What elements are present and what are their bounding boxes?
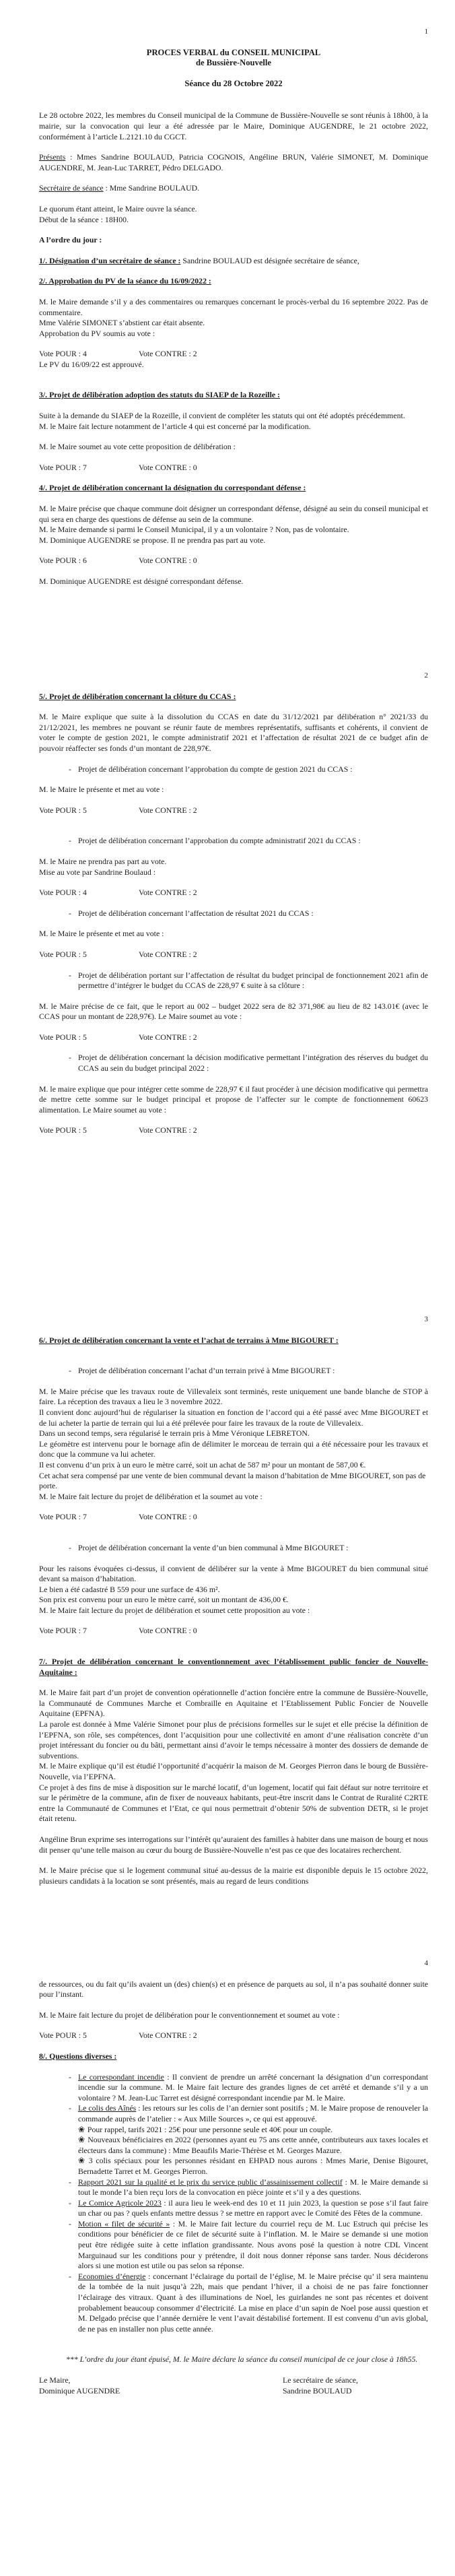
page-number: 4 (424, 1959, 428, 1967)
spacer (39, 702, 428, 712)
spacer (39, 1647, 428, 1657)
text-segment: Présents (39, 152, 66, 162)
paragraph (39, 785, 428, 795)
bullet-item (69, 909, 428, 919)
text-segment: Mme Valérie SIMONET s’abstient car était absente. (39, 318, 205, 328)
paragraph (39, 1084, 428, 1116)
vote-line (39, 1626, 428, 1637)
text-segment: Son prix est convenu pour un euro le mètre carré, soit un montant de 436,00 €. (39, 1595, 289, 1605)
spacer (39, 1356, 428, 1366)
text-segment: 3/. Projet de délibération adoption des statuts du SIAEP de la Rozeille : (39, 390, 280, 400)
spacer (39, 494, 428, 504)
spacer (39, 246, 428, 256)
paragraph (39, 1688, 428, 1719)
vote-line (39, 1512, 428, 1523)
paragraph (39, 929, 428, 939)
paragraph (39, 360, 428, 370)
spacer (39, 774, 428, 785)
text-segment: Le quorum étant atteint, le Maire ouvre la séance. (39, 203, 197, 213)
spacer (39, 1637, 428, 1647)
signature-line: Le secrétaire de séance, (283, 2375, 358, 2385)
spacer (39, 266, 428, 276)
vote-line (39, 556, 428, 566)
vote-pour: Vote POUR : 7 (39, 1626, 87, 1636)
text-segment: : Il convient de prendre un arrêté concernant la désignation d’un correspondant incendie sur la commune. M. le Maire fait lecture des grandes lignes de cet arrêté et demande s’il y a un volontaire ? M. Jean-Luc Tarret est désigné correspondant incendie par M. le Maire. (78, 2072, 429, 2103)
text-segment: 8/. Questions diverses : (39, 2051, 117, 2061)
text-segment: 7/. Projet de délibération concernant le conventionnement avec l’établissement public foncier de Nouvelle-Aquitaine : (39, 1657, 428, 1677)
paragraph (39, 411, 428, 422)
paragraph (39, 1428, 428, 1439)
paragraph (39, 576, 428, 587)
dash-bullet-icon: - (69, 908, 71, 918)
text-segment: M. le Maire demande si parmi le Conseil Municipal, il y a un volontaire ? Non, pas de volontaire. (39, 525, 349, 535)
text-segment: Secrétaire de séance (39, 183, 104, 193)
vote-contre: Vote CONTRE : 2 (139, 949, 197, 959)
spacer (39, 1678, 428, 1688)
page-3 (0, 1288, 455, 1931)
bullet-item (69, 836, 428, 847)
dash-bullet-icon: - (69, 1053, 71, 1063)
paragraph (39, 152, 428, 173)
paragraph (39, 1001, 428, 1022)
text-segment: Projet de délibération concernant l’approbation du compte administratif 2021 du CCAS : (78, 836, 361, 846)
text-segment: Sandrine BOULAUD est désignée secrétaire de séance, (180, 255, 359, 265)
text-segment: : il aura lieu le week-end des 10 et 11 juin 2023, la question se pose s’il faut faire un char ou pas ? quels enfants mettre dessus ? se mettre en rapport avec le Comité des Fêtes de la commune. (78, 2198, 428, 2218)
paragraph (39, 1719, 428, 1761)
text-segment: : les retours sur les colis de l’an dernier sont positifs ; M. le Maire propose de renouveler la commande auprès de l’atelier : « Aux Mille Sources », ce qui est approuvé. (78, 2103, 429, 2123)
vote-pour: Vote POUR : 5 (39, 1032, 87, 1042)
text-segment: Nouveaux bénéficiaires en 2022 (personnes ayant eu 75 ans cette année, contributeurs aux taxes locales et électeurs dans la commune) : Mme Beaufils Marie-Thérèse et M. Georges Mazure. (78, 2135, 428, 2155)
spacer (39, 1115, 428, 1125)
text-segment: Ce projet à des fins de mise à disposition sur le marché locatif, d’un logement, locatif qui fait défaut sur notre territoire et sur le périmètre de la commune, afin de fixer de nouveaux habitants, peut-être inscrit dans le Contrat de Ruralité C2RTE entre la Communauté de Communes et l’Etat, ce qui nous permettrait d’obtenir 50% de subvention DETR, si le projet était retenu. (39, 1782, 428, 1824)
section-heading (39, 483, 428, 494)
vote-contre: Vote CONTRE : 2 (139, 349, 197, 359)
text-segment: Le colis des Aînés (78, 2103, 137, 2113)
vote-pour: Vote POUR : 4 (39, 888, 87, 898)
dash-bullet-icon: - (69, 2072, 71, 2082)
spacer (39, 1074, 428, 1084)
text-segment: Projet de délibération concernant l’affectation de résultat 2021 du CCAS : (78, 908, 314, 918)
text-segment: M. le Maire fait lecture du projet de délibération et la soumet au vote : (39, 1491, 262, 1501)
sub-bullet-item (78, 2135, 428, 2156)
text-segment: Projet de délibération concernant la décision modificative permettant l’intégration des réserves du budget du CCAS au sein du budget principal 2022 : (78, 1053, 428, 1074)
text-segment: La parole est donnée à Mme Valérie Simonet pour plus de précisions formelles sur le sujet et elle précise la définition de l’EPFNA, son rôle, ses compétences, dont l’acquisition pour une collectivité en amont d’une réalisation concrète d’un projet intéressant du foncier ou du bâti, permettant ainsi d’avoir le temps nécessaire à monter des dossiers de demande de subventions. (39, 1719, 428, 1760)
paragraph (39, 1408, 428, 1428)
page-number: 2 (424, 671, 428, 680)
spacer (39, 826, 428, 836)
vote-line (39, 1032, 428, 1043)
text-segment: de ressources, ou du fait qu’ils avaient un (des) chien(s) et en présence de parquets au sol, il n’a pas souhaité donner suite pour l’instant. (39, 1979, 428, 2000)
text-segment: M. le Maire précise que les travaux route de Villevaleix sont terminés, reste uniquement une bande blanche de STOP à faire. La réception des travaux a lieu le 3 novembre 2022. (39, 1386, 428, 1407)
paragraph (39, 1979, 428, 2000)
vote-contre: Vote CONTRE : 0 (139, 1512, 197, 1522)
paragraph (39, 857, 428, 867)
spacer (39, 919, 428, 929)
text-segment: 5/. Projet de délibération concernant la clôture du CCAS : (39, 691, 236, 701)
text-segment: Le bien a été cadastré B 559 pour une surface de 436 m². (39, 1584, 220, 1594)
vote-pour: Vote POUR : 4 (39, 349, 87, 359)
paragraph (39, 1460, 428, 1471)
text-segment: 3 colis spéciaux pour les personnes résidant en EHPAD nous aurons : Mmes Marie, Denise Bigouret, Bernadette Tarret et M. Georges Pierron. (78, 2156, 428, 2176)
section-heading (39, 256, 428, 267)
text-segment: Il est convenu d’un prix à un euro le mètre carré, soit un achat de 587 m² pour un montant de 587,00 €. (39, 1459, 366, 1469)
text-segment: Projet de délibération concernant l’approbation du compte de gestion 2021 du CCAS : (78, 764, 353, 774)
bullet-item (69, 2219, 428, 2272)
paragraph (39, 204, 428, 215)
text-segment: Le 28 octobre 2022, les membres du Conseil municipal de la Commune de Bussière-Nouvelle se sont réunis à 18h00, à la mairie, sur la convocation qui leur a été adressée par le Maire, Dominique AUGENDRE, le 21 octobre 2022, conformément à l’article L.2121.10 du CGCT. (39, 110, 428, 141)
spacer (39, 1377, 428, 1387)
title-line: Séance du 28 Octobre 2022 (184, 78, 283, 88)
text-segment: Le géomètre est intervenu pour le bornage afin de délimiter le morceau de terrain qui a été nécessaire pour les travaux et donc que la commune va lui acheter. (39, 1439, 428, 1459)
paragraph (39, 110, 428, 142)
vote-contre: Vote CONTRE : 2 (139, 888, 197, 898)
spacer (39, 898, 428, 909)
paragraph (39, 867, 428, 878)
spacer (39, 2334, 428, 2344)
spacer (39, 1523, 428, 1533)
vote-contre: Vote CONTRE : 2 (139, 1125, 197, 1135)
spacer (39, 1616, 428, 1626)
section-heading (39, 390, 428, 401)
text-segment: M. le Maire le présente et met au vote : (39, 785, 164, 795)
paragraph (39, 1387, 428, 1408)
text-segment: Pour les raisons évoquées ci-dessus, il convient de délibérer sur la vente à Mme BIGOURET du bien communal situé devant sa maison d’habitation. (39, 1563, 428, 1584)
signature-secretary (283, 2375, 428, 2396)
text-segment: M. le maire explique que pour intégrer cette somme de 228,97 € il faut procéder à une décision modificative qui permettra de mettre cette somme sur le budget principal et propose de l’affecter sur le compte de fonctionnement 60623 alimentation. Le Maire soumet au vote : (39, 1084, 428, 1115)
bullet-item (69, 2198, 428, 2219)
spacer (39, 2365, 428, 2375)
bullet-item (69, 2177, 428, 2198)
text-segment: : Mmes Sandrine BOULAUD, Patricia COGNOIS, Angéline BRUN, Valérie SIMONET, M. Dominique AUGENDRE, M. Jean-Luc TARRET, Pédro DELGADO. (39, 152, 428, 172)
page-number: 1 (424, 28, 428, 36)
paragraph (39, 422, 428, 432)
dash-bullet-icon: - (69, 764, 71, 774)
text-segment: M. Dominique AUGENDRE se propose. Il ne prendra pas part au vote. (39, 535, 266, 545)
text-segment: : Mme Sandrine BOULAUD. (103, 183, 200, 193)
spacer (39, 754, 428, 764)
spacer (39, 370, 428, 380)
text-segment: : M. le Maire demande si tout le monde l’a bien reçu lors de la convocation en pièce jointe et s’il y a des questions. (78, 2177, 428, 2198)
paragraph (39, 297, 428, 318)
text-segment: M. le Maire fait part d’un projet de convention opérationnelle d’action foncière entre la commune de Bussière-Nouvelle, la Communauté de Communes Marche et Combraille en Aquitaine et l’Etablissement Public Foncier de Nouvelle Aquitaine (EPFNA). (39, 1688, 428, 1719)
vote-line (39, 463, 428, 473)
text-segment: 6/. Projet de délibération concernant la vente et l’achat de terrains à Mme BIGOURET : (39, 1335, 339, 1345)
document-title (39, 48, 428, 69)
spacer (39, 960, 428, 970)
spacer (39, 173, 428, 183)
text-segment: : M. le Maire fait lecture du courriel reçu de M. Luc Estruch qui précise les conditions pour bénéficier de ce filet de sécurité suite à l’inflation. M. le Maire se demande si une motion peut être rédigée suite à cette inflation grandissante. Nous avons posé la question à notre CDL Vincent Marguinaud sur les conditions pour y prétendre, il doit nous donner réponse sans tarder. Nous déciderons alors si une motion est utile ou pas selon sa réponse. (78, 2218, 429, 2271)
paragraph (39, 2010, 428, 2021)
paragraph (39, 504, 428, 525)
text-segment: Le correspondant incendie (78, 2072, 164, 2082)
vote-contre: Vote CONTRE : 0 (139, 462, 197, 472)
paragraph (39, 442, 428, 453)
text-segment: Economies d’énergie (78, 2271, 146, 2281)
bullet-item (69, 1053, 428, 1074)
dash-bullet-icon: - (69, 2177, 71, 2187)
paragraph (39, 1492, 428, 1502)
page-1 (0, 0, 455, 644)
paragraph (39, 1835, 428, 1855)
text-segment: M. le Maire explique que suite à la dissolution du CCAS en date du 31/12/2021 par délibération n° 2021/33 du 21/12/2021, les membres ne pouvant se réunir faute de membres représentatifs, suffisants et cohérents, il convient de voter le compte de gestion 2021, le compte administratif 2021 et l’affectation de résultat 2021 de ce budget afin de pouvoir réaffecter ses fonds d’un montant de 228,97€. (39, 712, 428, 753)
page-number: 3 (424, 1315, 428, 1323)
text-segment: Approbation du PV soumis au vote : (39, 328, 155, 338)
signature-mayor (39, 2375, 283, 2396)
text-segment: M. le Maire demande s’il y a des commentaires ou remarques concernant le procès-verbal du 16 septembre 2022. Pas de commentaire. (39, 296, 428, 317)
signature-block (39, 2375, 428, 2396)
text-segment: *** L’ordre du jour étant épuisé, M. le Maire déclare la séance du conseil municipal de ce jour close à 18h55. (66, 2354, 418, 2365)
vote-pour: Vote POUR : 6 (39, 556, 87, 566)
text-segment: Rapport 2021 sur la qualité et le prix du service public d’assainissement collectif (78, 2177, 343, 2187)
spacer (39, 1043, 428, 1053)
spacer (39, 432, 428, 442)
page-4 (0, 1931, 455, 2576)
text-segment: A l’ordre du jour : (39, 235, 102, 245)
text-segment: Le PV du 16/09/22 est approuvé. (39, 359, 144, 369)
flower-bullet-icon: ❀ (78, 2156, 86, 2166)
vote-line (39, 1125, 428, 1136)
session-date (39, 79, 428, 90)
paragraph (39, 1471, 428, 1492)
text-segment: M. le Maire fait lecture du projet de délibération pour le conventionnement et soumet au vote : (39, 2010, 340, 2020)
vote-contre: Vote CONTRE : 2 (139, 1032, 197, 1042)
text-segment: Angéline Brun exprime ses interrogations sur l’intérêt qu’auraient des familles à habiter dans une maison de bourg et nous dit penser qu’une telle maison au cœur du bourg de Bussière-Nouvelle n’est pas ce que des locataires recherchent. (39, 1834, 428, 1855)
bullet-item (69, 1543, 428, 1554)
spacer (39, 1824, 428, 1835)
spacer (39, 142, 428, 152)
spacer (39, 795, 428, 805)
vote-pour: Vote POUR : 5 (39, 1125, 87, 1135)
vote-contre: Vote CONTRE : 0 (139, 1626, 197, 1636)
vote-line (39, 805, 428, 816)
sub-bullet-item (78, 2156, 428, 2177)
spacer (39, 380, 428, 390)
dash-bullet-icon: - (69, 836, 71, 846)
dash-bullet-icon: - (69, 2103, 71, 2113)
spacer (39, 1855, 428, 1865)
closing-statement (66, 2354, 428, 2365)
text-segment: M. le Maire le présente et met au vote : (39, 929, 164, 939)
paragraph (39, 1606, 428, 1616)
text-segment: : concernant l’éclairage du portail de l’église, M. le Maire précise qu’ il sera maintenu de la tombée de la nuit jusqu’à 22h, mais que pendant l’hiver, il a choisi de ne pas faire fonctionner l’éclairage des vitraux. Quant à des illuminations de Noel, les guirlandes ne sont pas récentes et doivent probablement beaucoup consommer d’électricité. La mise en place d’un sapin de Noel pose aussi question et M. Delgado précise que l’année dernière le vent l’avait déstabilisé fortement. Il est convenu d’un avis global, de ne pas en installer non plus cette année. (78, 2271, 428, 2334)
spacer (39, 2000, 428, 2010)
paragraph (39, 1585, 428, 1595)
section-heading (39, 1657, 428, 1678)
bullet-item (69, 2103, 428, 2124)
vote-line (39, 2030, 428, 2041)
spacer (39, 546, 428, 556)
text-segment: Cet achat sera compensé par une vente de bien communal devant la maison d’habitation de Mme BIGOURET, son pas de porte. (39, 1470, 426, 1491)
spacer (39, 1554, 428, 1564)
title-line: de Bussière-Nouvelle (195, 58, 272, 68)
flower-bullet-icon: ❀ (78, 2135, 85, 2145)
vote-pour: Vote POUR : 5 (39, 949, 87, 959)
spacer (39, 225, 428, 235)
text-segment: M. le Maire précise que si le logement communal situé au-dessus de la mairie est disponible depuis le 15 octobre 2022, plusieurs candidats à la location se sont présentés, mais au regard de leurs conditions (39, 1865, 428, 1886)
vote-contre: Vote CONTRE : 2 (139, 805, 197, 815)
spacer (39, 2062, 428, 2072)
paragraph (39, 1564, 428, 1585)
spacer (39, 69, 428, 79)
spacer (39, 1502, 428, 1512)
vote-pour: Vote POUR : 7 (39, 1512, 87, 1522)
spacer (39, 194, 428, 204)
bullet-item (69, 2272, 428, 2335)
vote-line (39, 349, 428, 360)
paragraph (39, 215, 428, 226)
text-segment: M. le Maire explique qu’il est étudié l’opportunité d’acquérir la maison de M. Georges Pierron dans le bourg de Bussière-Nouvelle, via l’EPFNA. (39, 1761, 428, 1781)
text-segment: Projet de délibération portant sur l’affectation de résultat du budget principal de fonctionnement 2021 afin de permettre d’intégrer le budget du CCAS de 228,97 € suite à sa clôture : (78, 970, 428, 991)
spacer (39, 939, 428, 950)
dash-bullet-icon: - (69, 2271, 71, 2281)
text-segment: Projet de délibération concernant la vente d’un bien communal à Mme BIGOURET : (78, 1542, 349, 1552)
spacer (39, 1022, 428, 1032)
spacer (39, 847, 428, 857)
paragraph (39, 235, 428, 246)
bullet-item (69, 2072, 428, 2104)
paragraph (39, 535, 428, 546)
text-segment: M. le Maire précise de ce fait, que le report au 002 – budget 2022 sera de 82 371,98€ au lieu de 82 143.01€ (avec le CCAS pour un montant de 228,97€). Le Maire soumet au vote : (39, 1001, 428, 1022)
text-segment: Mise au vote par Sandrine Boulaud : (39, 867, 155, 877)
paragraph (39, 525, 428, 535)
vote-line (39, 888, 428, 898)
flower-bullet-icon: ❀ (78, 2124, 85, 2134)
section-heading (39, 2051, 428, 2062)
spacer (39, 339, 428, 349)
title-line: PROCES VERBAL du CONSEIL MUNICIPAL (146, 47, 321, 57)
sub-bullet-item (78, 2125, 428, 2136)
text-segment: Motion « filet de sécurité » (78, 2218, 170, 2228)
section-heading (39, 692, 428, 702)
bullet-item (69, 970, 428, 991)
paragraph (39, 318, 428, 329)
signature-line: Le Maire, (39, 2375, 71, 2385)
text-segment: Pour rappel, tarifs 2021 : 25€ pour une personne seule et 40€ pour un couple. (87, 2124, 333, 2134)
spacer (39, 287, 428, 297)
spacer (39, 401, 428, 411)
dash-bullet-icon: - (69, 2218, 71, 2228)
dash-bullet-icon: - (69, 1366, 71, 1376)
text-segment: M. le Maire ne prendra pas part au vote. (39, 856, 167, 866)
text-segment: Début de la séance : 18H00. (39, 214, 129, 224)
paragraph (39, 1439, 428, 1460)
signature-line: Sandrine BOULAUD (283, 2385, 352, 2396)
text-segment: 2/. Approbation du PV de la séance du 16/09/2022 : (39, 276, 211, 286)
paragraph (39, 329, 428, 339)
text-segment: Le Comice Agricole 2023 (78, 2198, 162, 2208)
signature-line: Dominique AUGENDRE (39, 2385, 120, 2396)
section-heading (39, 1335, 428, 1346)
bullet-item (69, 1366, 428, 1377)
spacer (39, 991, 428, 1001)
text-segment: 1/. Désignation d’un secrétaire de séance : (39, 255, 181, 265)
spacer (39, 2344, 428, 2354)
spacer (39, 453, 428, 463)
text-segment: M. le Maire précise que chaque commune doit désigner un correspondant défense, désigné au sein du conseil municipal et qui sera en charge des questions de défense au sein de la commune. (39, 504, 428, 524)
paragraph (39, 1783, 428, 1824)
spacer (39, 2041, 428, 2051)
spacer (39, 878, 428, 888)
text-segment: 4/. Projet de délibération concernant la désignation du correspondant défense : (39, 483, 306, 493)
spacer (39, 1533, 428, 1543)
spacer (39, 816, 428, 826)
dash-bullet-icon: - (69, 2198, 71, 2208)
vote-pour: Vote POUR : 5 (39, 805, 87, 815)
text-segment: Suite à la demande du SIAEP de la Rozeille, il convient de compléter les statuts qui ont été adoptés précédemment. (39, 411, 405, 421)
vote-pour: Vote POUR : 5 (39, 2030, 87, 2041)
spacer (39, 89, 428, 110)
bullet-item (69, 764, 428, 775)
section-heading (39, 276, 428, 287)
paragraph (39, 712, 428, 754)
vote-contre: Vote CONTRE : 2 (139, 2030, 197, 2041)
text-segment: Il convient donc aujourd’hui de régulariser la situation en fonction de l’accord qui a été passé avec Mme BIGOURET et de lui acheter la partie de terrain qui lui a été prélevée pour faire les travaux de la route de Villevaleix. (39, 1407, 428, 1428)
text-segment: M. le Maire fait lecture notamment de l’article 4 qui est concerné par la modification. (39, 421, 311, 431)
vote-contre: Vote CONTRE : 0 (139, 556, 197, 566)
spacer (39, 566, 428, 576)
text-segment: M. Dominique AUGENDRE est désigné correspondant défense. (39, 576, 244, 586)
paragraph (39, 1595, 428, 1606)
paragraph (39, 1761, 428, 1782)
text-segment: M. le Maire soumet au vote cette proposition de délibération : (39, 442, 236, 452)
spacer (39, 473, 428, 483)
text-segment: M. le Maire fait lecture du projet de délibération et soumet cette proposition au vote : (39, 1605, 310, 1615)
page-2 (0, 644, 455, 1288)
dash-bullet-icon: - (69, 1542, 71, 1552)
spacer (39, 2020, 428, 2030)
dash-bullet-icon: - (69, 970, 71, 980)
vote-pour: Vote POUR : 7 (39, 462, 87, 472)
spacer (39, 1346, 428, 1356)
text-segment: Projet de délibération concernant l’achat d’un terrain privé à Mme BIGOURET : (78, 1366, 335, 1376)
paragraph (39, 183, 428, 194)
text-segment: Dans un second temps, sera régularisé le terrain pris à Mme Véronique LEBRETON. (39, 1428, 310, 1439)
paragraph (39, 1865, 428, 1886)
vote-line (39, 950, 428, 960)
